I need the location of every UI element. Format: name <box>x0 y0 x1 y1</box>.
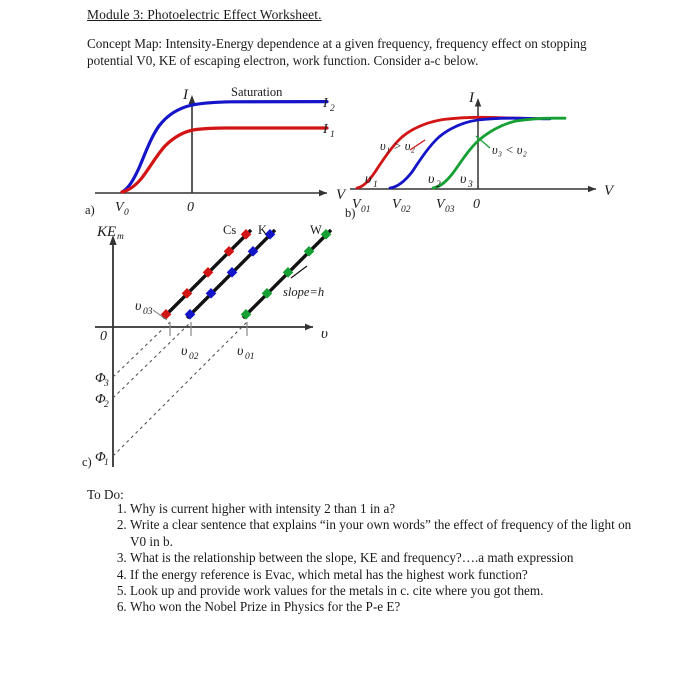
figure-b-y-axis-label: I <box>469 90 474 106</box>
svg-text:1: 1 <box>330 130 335 140</box>
svg-text:I: I <box>323 122 328 137</box>
svg-text:03: 03 <box>143 307 153 317</box>
panel-label-c: c) <box>82 455 92 469</box>
svg-text:υ: υ <box>428 172 435 187</box>
annotation-nu1-gt-nu2: υ₁ > υ₂ <box>380 139 415 153</box>
figure-a-tick-v0 <box>115 200 129 218</box>
svg-text:0: 0 <box>124 208 129 218</box>
curve-label-nu3 <box>460 172 473 190</box>
metal-label-w: W <box>310 223 322 237</box>
svg-text:V: V <box>115 200 124 215</box>
figure-c-x-axis <box>95 324 313 331</box>
figure-b-tick-v03 <box>436 197 455 215</box>
metal-label-k: K <box>258 223 268 237</box>
svg-text:2: 2 <box>104 400 109 410</box>
work-function-phi2 <box>95 392 109 410</box>
svg-text:Φ: Φ <box>95 371 106 386</box>
annotation-nu3-lt-nu2: υ₃ < υ₂ <box>492 143 527 157</box>
todo-heading: To Do: <box>87 487 124 502</box>
svg-text:Φ: Φ <box>95 392 106 407</box>
figure-b-tick-v01 <box>352 197 371 215</box>
concept-map-paragraph: Concept Map: Intensity-Energy dependence at a given frequency, frequency effect on stopping potential V0, KE of escaping electron, work function. Consider a-c below. <box>87 36 587 68</box>
figure-a-tick-zero: 0 <box>187 200 194 215</box>
figure-a-x-axis-label: V <box>336 187 346 203</box>
svg-text:υ: υ <box>460 172 467 187</box>
todo-list <box>104 501 650 616</box>
svg-text:01: 01 <box>361 205 371 215</box>
metal-line-k <box>185 229 276 320</box>
figure-b-x-axis <box>350 186 596 192</box>
panel-label-b: b) <box>345 206 356 220</box>
svg-text:02: 02 <box>401 205 411 215</box>
extrapolation-dashed-lines <box>113 322 247 456</box>
svg-text:3: 3 <box>104 379 109 389</box>
figure-b-x-axis-label: V <box>604 183 614 199</box>
metal-line-w <box>241 229 332 320</box>
todo-item: 2. Write a clear sentence that explains “in your own words” the effect of frequency of the light on V0 in b. <box>130 517 650 550</box>
todo-item: 5. Look up and provide work values for the metals in c. cite where you got them. <box>130 583 650 599</box>
figure-c-y-axis-label <box>96 224 124 242</box>
figure-c-y-axis <box>109 235 116 467</box>
svg-text:m: m <box>117 232 124 242</box>
svg-text:03: 03 <box>445 205 455 215</box>
figure-a-y-axis-label: I <box>183 87 188 103</box>
figure-c-threshold-nu02 <box>181 344 199 362</box>
svg-text:1: 1 <box>104 458 109 468</box>
metal-label-cs: Cs <box>223 223 237 237</box>
svg-text:2: 2 <box>436 180 441 190</box>
figure-b <box>350 88 620 216</box>
figure-a-legend-i2 <box>322 96 335 114</box>
figure-c-threshold-nu01 <box>237 344 255 362</box>
figure-b-tick-v02 <box>392 197 411 215</box>
y-axis-arrow-icon <box>475 98 481 107</box>
todo-item: 4. If the energy reference is Evac, which metal has the highest work function? <box>130 567 650 583</box>
figure-a-legend-i1 <box>322 122 335 140</box>
svg-text:1: 1 <box>373 180 378 190</box>
metal-line-cs <box>161 229 252 320</box>
svg-text:2: 2 <box>330 104 335 114</box>
svg-text:V: V <box>352 197 361 212</box>
svg-text:υ: υ <box>135 299 142 314</box>
x-axis-arrow-icon <box>319 190 327 197</box>
page-title: Module 3: Photoelectric Effect Worksheet. <box>87 7 322 22</box>
svg-text:01: 01 <box>245 352 255 362</box>
todo-item: 6. Who won the Nobel Prize in Physics for the P-e E? <box>130 599 650 615</box>
svg-text:I: I <box>323 96 328 111</box>
x-axis-arrow-icon <box>588 186 596 192</box>
todo-item: 3. What is the relationship between the slope, KE and frequency?….a math expression <box>130 550 650 566</box>
svg-text:Φ: Φ <box>95 450 106 465</box>
figure-b-tick-zero: 0 <box>473 197 480 212</box>
svg-text:υ: υ <box>365 172 372 187</box>
todo-item: 1. Why is current higher with intensity 2 than 1 in a? <box>130 501 650 517</box>
x-axis-arrow-icon <box>305 324 313 331</box>
svg-text:υ: υ <box>181 344 188 359</box>
figure-c <box>95 222 355 472</box>
curve-i2 <box>122 102 327 192</box>
slope-annotation: slope=h <box>283 285 325 299</box>
svg-text:KE: KE <box>97 224 117 240</box>
work-function-phi1 <box>95 450 109 468</box>
svg-text:V: V <box>436 197 445 212</box>
figure-c-origin-label: 0 <box>100 329 107 344</box>
panel-label-a: a) <box>85 203 95 217</box>
figure-a-y-axis <box>189 95 196 193</box>
svg-text:02: 02 <box>189 352 199 362</box>
svg-text:V: V <box>392 197 401 212</box>
figure-c-x-axis-label: υ <box>321 326 328 342</box>
work-function-phi3 <box>95 371 109 389</box>
y-axis-arrow-icon <box>189 95 196 104</box>
figure-c-threshold-nu03 <box>135 299 167 320</box>
figure-a <box>95 85 346 218</box>
curve-label-nu1 <box>365 172 378 190</box>
svg-text:3: 3 <box>468 180 473 190</box>
saturation-annotation: Saturation <box>231 85 283 99</box>
svg-text:υ: υ <box>237 344 244 359</box>
